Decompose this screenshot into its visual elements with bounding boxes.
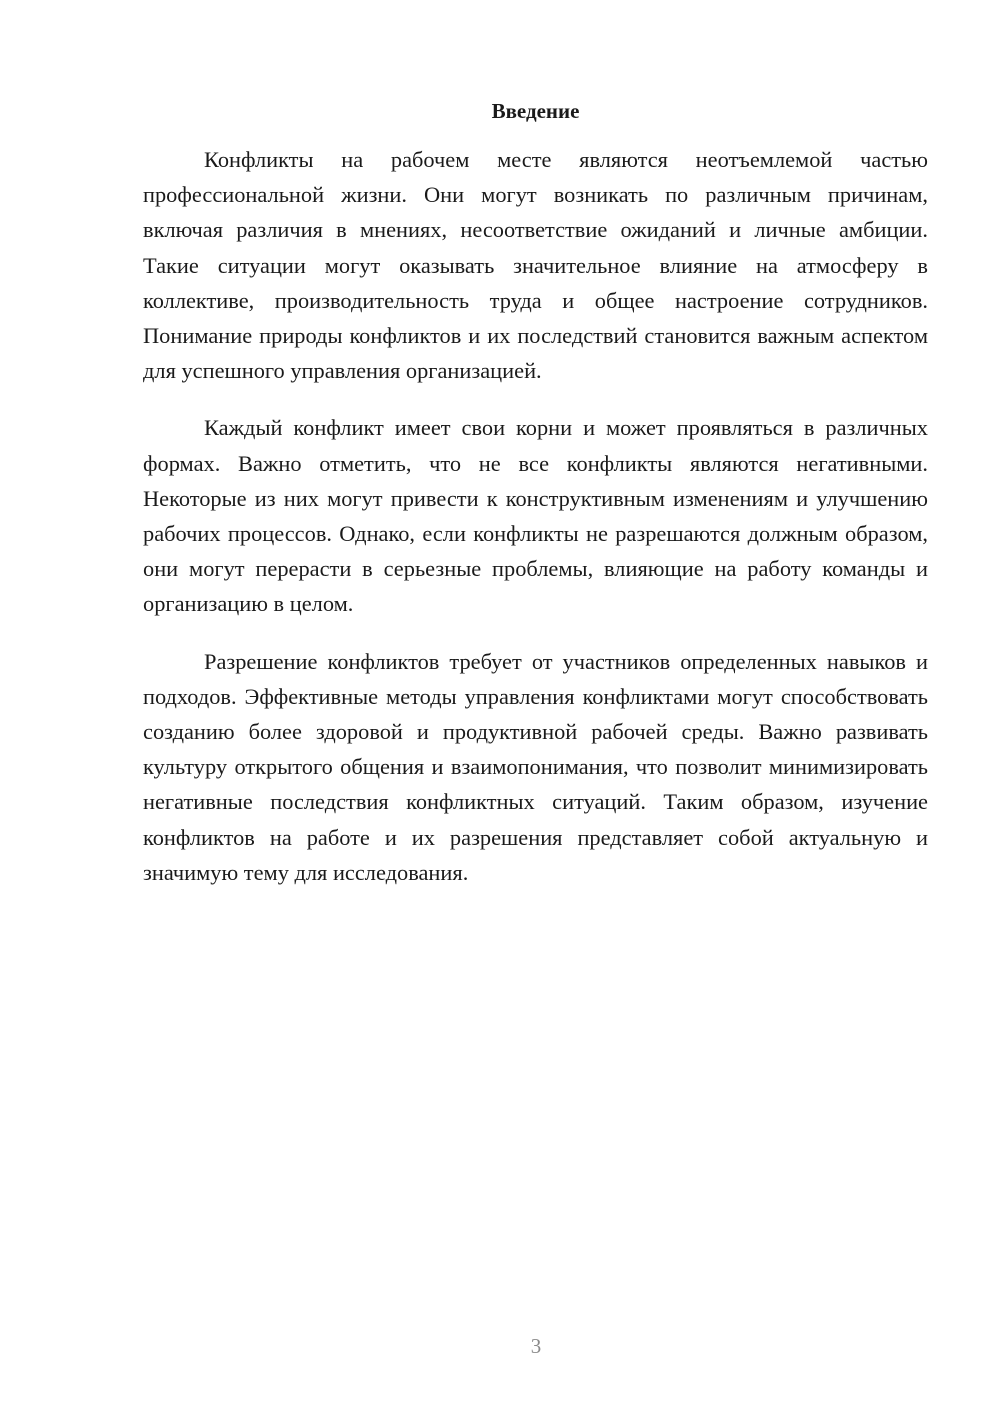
page-number: 3	[530, 1334, 542, 1358]
paragraph-2: Каждый конфликт имеет свои корни и может проявляться в различных формах. Важно отметить, что не все конфликты являются негативными. Некоторые из них могут привести к конструктивным изменениям и улучшению рабочих процессов. Однако, если конфликты не разрешаются должным образом, они могут перерасти в серьезные проблемы, влияющие на работу команды и организацию в целом.	[143, 415, 928, 617]
section-heading: Введение	[491, 99, 580, 123]
body-text	[143, 142, 928, 912]
paragraph-1: Конфликты на рабочем месте являются неотъемлемой частью профессиональной жизни. Они могут возникать по различным причинам, включая различия в мнениях, несоответствие ожиданий и личные амбиции. Такие ситуации могут оказывать значительное влияние на атмосферу в коллективе, производительность труда и общее настроение сотрудников. Понимание природы конфликтов и их последствий становится важным аспектом для успешного управления организацией.	[143, 147, 928, 384]
paragraph-3: Разрешение конфликтов требует от участников определенных навыков и подходов. Эффективные методы управления конфликтами могут способствовать созданию более здоровой и продуктивной рабочей среды. Важно развивать культуру открытого общения и взаимопонимания, что позволит минимизировать негативные последствия конфликтных ситуаций. Таким образом, изучение конфликтов на работе и их разрешения представляет собой актуальную и значимую тему для исследования.	[143, 648, 928, 885]
